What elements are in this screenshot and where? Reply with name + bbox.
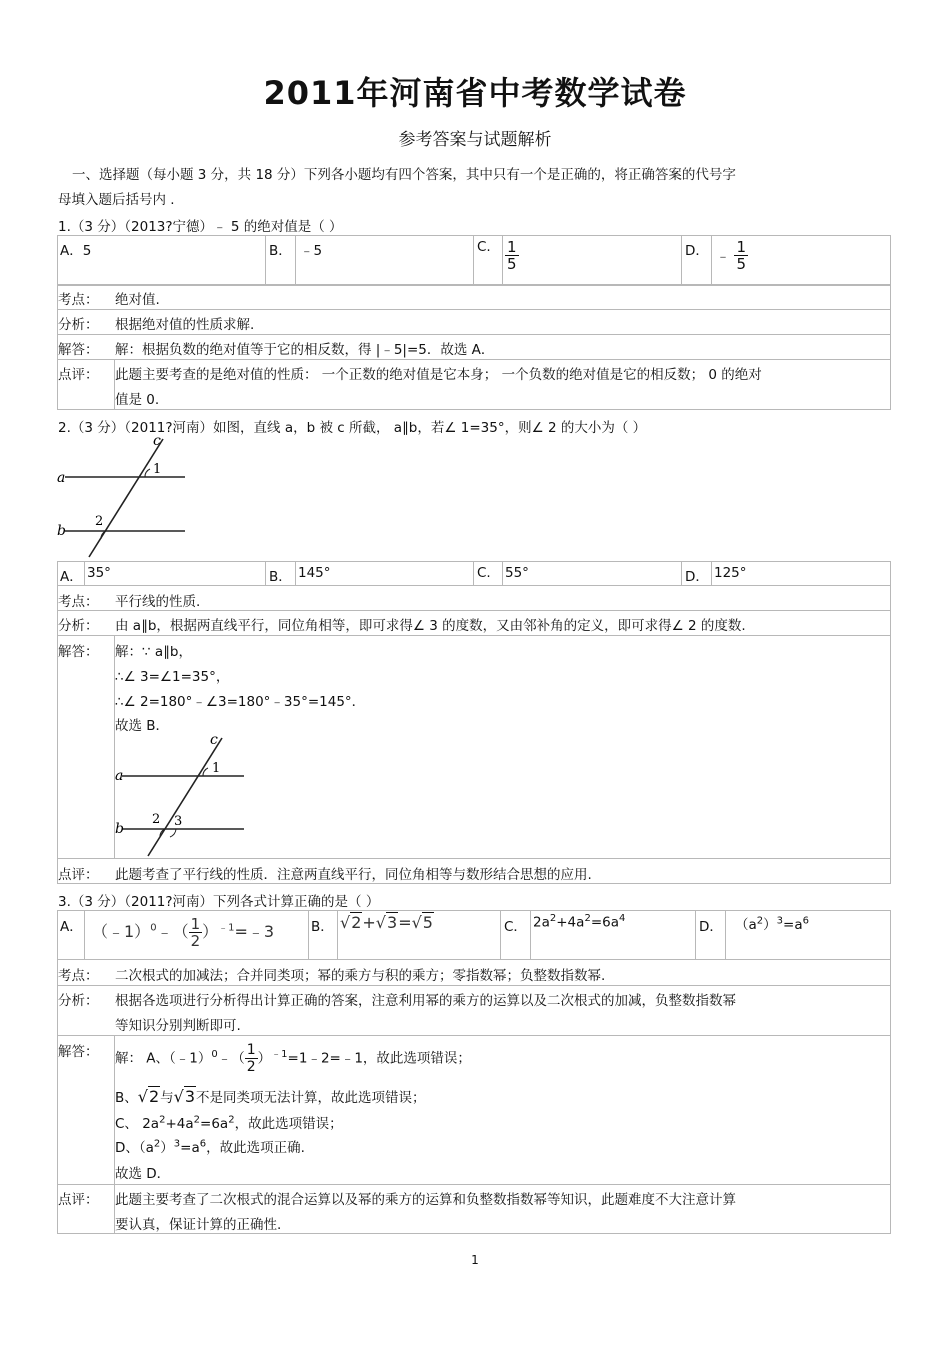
q1-dianping-label: 点评：: [58, 367, 99, 383]
q2-sol-label-c: c: [210, 732, 218, 748]
q2-option-a-value: 35°: [87, 565, 111, 581]
q1-option-d-label: D．: [685, 243, 709, 259]
q1-options-table: [57, 235, 891, 285]
q1-option-a-value: 5: [82, 243, 92, 259]
q2-kaodian-label: 考点：: [58, 594, 99, 610]
q2-sol-label-a: a: [115, 768, 124, 784]
q1-option-b-label: B．: [269, 243, 292, 259]
q1-option-c-fraction: $\frac{1}{5}$: [507, 238, 517, 273]
q2-label-1: 1: [153, 462, 162, 477]
q2-jieda-line4: 故选 B．: [115, 718, 170, 734]
q2-option-d-label: D．: [685, 569, 709, 585]
q2-option-c-label: C.: [477, 565, 491, 581]
q2-sol-label-2: 2: [152, 812, 161, 827]
q3-fenxi-label: 分析：: [58, 993, 99, 1009]
q2-label-2: 2: [95, 514, 104, 529]
q1-kaodian: 绝对值.: [115, 292, 160, 308]
q1-option-c-label: C.: [477, 239, 491, 255]
page-title: 2011年河南省中考数学试卷: [263, 74, 687, 112]
q3-option-a-expression: （﹣1）$^0$﹣（ $\frac{1}{2}$ ）$^{﹣1}$=﹣3: [92, 915, 275, 950]
q1-option-b-value: ﹣5: [300, 243, 323, 259]
q3-fenxi-line2: 等知识分别判断即可.: [115, 1018, 241, 1034]
q3-jieda-line-a: 解： A、（﹣1）$^0$﹣（ $\frac{1}{2}$ ）$^{﹣1}$=1﹣2=﹣1，故此选项错误；: [115, 1042, 471, 1075]
q2-stem: 2.（3 分）（2011?河南）如图，直线 a，b 被 c 所截， a∥b，若∠ 1=35°，则∠ 2 的大小为（ ）: [58, 420, 647, 436]
q2-jieda-label: 解答：: [58, 644, 99, 660]
q2-sol-label-1: 1: [212, 761, 221, 776]
q3-option-d-label: D．: [699, 919, 723, 935]
section-intro-line2: 母填入题后括号内 .: [58, 192, 175, 208]
q3-option-a-label: A．: [60, 919, 83, 935]
section-intro-line1: 一、选择题（每小题 3 分，共 18 分）下列各小题均有四个答案，其中只有一个是正确的，将正确答案的代号字: [72, 167, 736, 183]
q3-jieda-line-b: B、√2与√3不是同类项无法计算，故此选项错误；: [115, 1087, 426, 1106]
q2-label-a: a: [57, 470, 66, 486]
q3-option-b-label: B．: [311, 919, 334, 935]
q2-fenxi: 由 a∥b，根据两直线平行，同位角相等，即可求得∠ 3 的度数，又由邻补角的定义，即可求得∠ 2 的度数.: [115, 618, 746, 634]
q3-dianping-label: 点评：: [58, 1192, 99, 1208]
q3-dianping-line2: 要认真，保证计算的正确性.: [115, 1217, 282, 1233]
q1-stem: 1.（3 分）（2013?宁德）﹣ 5 的绝对值是（ ）: [58, 219, 343, 235]
q1-jieda: 解：根据负数的绝对值等于它的相反数，得 |﹣5|=5．故选 A．: [115, 342, 495, 358]
q3-option-c-label: C．: [504, 919, 527, 935]
q2-jieda-line3: ∴∠ 2=180°﹣∠3=180°﹣35°=145°．: [115, 694, 366, 710]
q3-jieda-line-e: 故选 D．: [115, 1166, 171, 1182]
q3-option-b-expression: √2+√3=√5: [340, 913, 433, 932]
q2-option-d-value: 125°: [714, 565, 747, 581]
q2-kaodian: 平行线的性质.: [115, 594, 201, 610]
q3-fenxi-line1: 根据各选项进行分析得出计算正确的答案，注意利用幂的乘方的运算以及二次根式的加减，负整数指数幂: [115, 993, 736, 1009]
q1-dianping-line1: 此题主要考查的是绝对值的性质： 一个正数的绝对值是它本身； 一个负数的绝对值是它的相反数； 0 的绝对: [115, 367, 762, 383]
q1-option-d-fraction: ﹣ $\frac{1}{5}$: [716, 238, 746, 273]
q2-label-c: c: [153, 435, 161, 449]
page-subtitle: 参考答案与试题解析: [398, 130, 552, 150]
q3-jieda-line-d: D、$(a^2)^3=a^6$，故此选项正确.: [115, 1138, 305, 1156]
q1-jieda-label: 解答：: [58, 342, 99, 358]
q2-jieda-line1: 解：∵ a∥b，: [115, 644, 192, 660]
q2-fenxi-label: 分析：: [58, 618, 99, 634]
q3-stem: 3.（3 分）（2011?河南）下列各式计算正确的是（ ）: [58, 894, 380, 910]
q2-sol-label-b: b: [115, 821, 124, 837]
q2-option-a-label: A．: [60, 569, 83, 585]
q3-jieda-line-c: C、 $2a^2+4a^2=6a^2$，故此选项错误；: [115, 1114, 343, 1132]
q1-option-a: A．5: [60, 243, 92, 259]
q3-option-c-expression: $2a^2+4a^2=6a^4$: [533, 913, 626, 931]
q1-kaodian-label: 考点：: [58, 292, 99, 308]
q2-figure: [55, 435, 195, 560]
q2-options-table: [57, 561, 891, 586]
q2-sol-label-3: 3: [174, 814, 183, 829]
q2-option-b-value: 145°: [298, 565, 331, 581]
q2-option-b-label: B．: [269, 569, 292, 585]
q2-label-b: b: [57, 523, 66, 539]
q2-option-c-value: 55°: [505, 565, 529, 581]
q2-jieda-line2: ∴∠ 3=∠1=35°，: [115, 669, 230, 685]
q1-dianping-line2: 值是 0.: [115, 392, 160, 408]
q2-dianping: 此题考查了平行线的性质．注意两直线平行，同位角相等与数形结合思想的应用.: [115, 867, 592, 883]
q3-jieda-label: 解答：: [58, 1044, 99, 1060]
q2-dianping-label: 点评：: [58, 867, 99, 883]
page-number: 1: [471, 1253, 479, 1267]
q1-fenxi-label: 分析：: [58, 317, 99, 333]
q3-option-d-expression: $(a^2)^3=a^6$: [735, 915, 809, 933]
q1-fenxi: 根据绝对值的性质求解.: [115, 317, 255, 333]
q3-kaodian-label: 考点：: [58, 968, 99, 984]
q2-solution-figure: [112, 732, 252, 858]
q3-kaodian: 二次根式的加减法；合并同类项；幂的乘方与积的乘方；零指数幂；负整数指数幂.: [115, 968, 606, 984]
q3-dianping-line1: 此题主要考查了二次根式的混合运算以及幂的乘方的运算和负整数指数幂等知识，此题难度不大注意计算: [115, 1192, 736, 1208]
